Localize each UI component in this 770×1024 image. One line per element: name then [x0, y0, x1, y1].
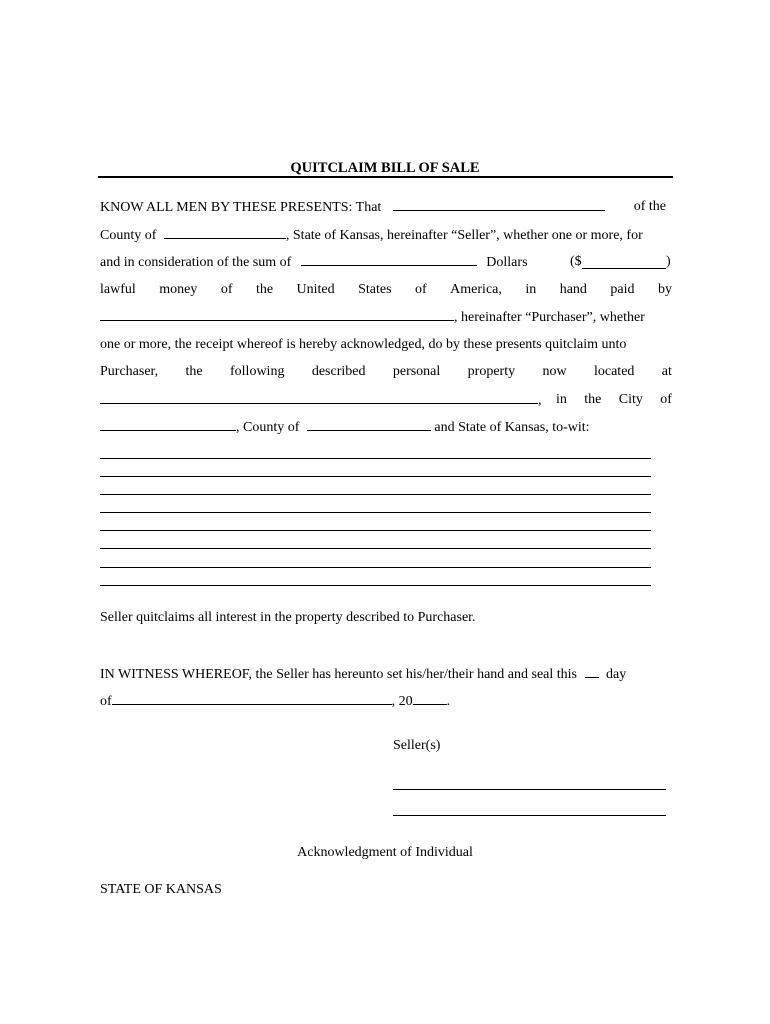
- paragraph-line-2: [100, 226, 672, 244]
- word: now: [542, 364, 567, 379]
- document-title: QUITCLAIM BILL OF SALE: [290, 160, 480, 176]
- text-county-of-2: , County of: [236, 420, 300, 435]
- word: America,: [450, 282, 502, 297]
- text-of-the: of the: [633, 199, 666, 214]
- acknowledgment-heading: Acknowledgment of Individual: [297, 845, 473, 860]
- text-twenty: , 20: [391, 694, 413, 709]
- paragraph-line-7: [100, 363, 672, 381]
- paragraph-line-1: [100, 198, 672, 216]
- property-location-field[interactable]: [100, 391, 538, 404]
- city-of-words: [556, 391, 672, 409]
- seller-signature-line[interactable]: [393, 815, 666, 816]
- word: money: [159, 282, 198, 297]
- word: City: [618, 392, 643, 407]
- text-county-of: County of: [100, 228, 157, 243]
- property-description-line[interactable]: [100, 585, 651, 586]
- seller-name-field[interactable]: [393, 198, 605, 211]
- property-description-line[interactable]: [100, 458, 651, 459]
- paragraph-line-6: [100, 336, 672, 354]
- word: of: [220, 282, 233, 297]
- word: the: [255, 282, 274, 297]
- property-description-line[interactable]: [100, 548, 651, 549]
- purchaser-name-field[interactable]: [100, 308, 454, 321]
- sellers-label: Seller(s): [393, 738, 441, 753]
- paragraph-line-3: [100, 253, 672, 271]
- text-hereinafter-purchaser: , hereinafter “Purchaser”, whether: [454, 310, 645, 325]
- title-rule: [98, 176, 673, 178]
- state-heading: STATE OF KANSAS: [100, 882, 222, 897]
- quitclaim-statement: Seller quitclaims all interest in the property described to Purchaser.: [100, 610, 476, 625]
- word: lawful: [100, 282, 136, 297]
- property-county-field[interactable]: [307, 418, 431, 431]
- consideration-words-field[interactable]: [301, 253, 477, 266]
- text-close-paren: ): [666, 254, 671, 269]
- year-field[interactable]: [413, 692, 447, 705]
- text-know-all-men: KNOW ALL MEN BY THESE PRESENTS: That: [100, 200, 382, 215]
- property-description-line[interactable]: [100, 476, 651, 477]
- text-open-paren: ($: [570, 254, 582, 269]
- word: States: [358, 282, 392, 297]
- month-field[interactable]: [112, 692, 392, 705]
- word: paid: [610, 282, 635, 297]
- seller-signature-line[interactable]: [393, 789, 666, 790]
- text-state-seller: , State of Kansas, hereinafter “Seller”, whether one or more, for: [285, 228, 643, 243]
- text-witness: IN WITNESS WHEREOF, the Seller has hereunto set his/her/their hand and seal this: [100, 667, 577, 682]
- text-state-kansas-towit: and State of Kansas, to-wit:: [434, 420, 590, 435]
- city-field[interactable]: [100, 418, 236, 431]
- word: of: [660, 392, 672, 407]
- paragraph-line-8: , in the City of: [100, 391, 672, 409]
- text-period: .: [446, 694, 451, 709]
- text-day: day: [606, 667, 627, 682]
- word: Purchaser,: [100, 364, 159, 379]
- word: personal: [392, 364, 441, 379]
- word: hand: [559, 282, 587, 297]
- seller-county-field[interactable]: [164, 226, 286, 239]
- property-description-line[interactable]: [100, 494, 651, 495]
- witness-line-2: [100, 692, 672, 710]
- word: described: [311, 364, 366, 379]
- text-dollars: Dollars: [486, 255, 528, 270]
- word: of: [415, 282, 427, 297]
- text-consideration: and in consideration of the sum of: [100, 255, 292, 270]
- word: the: [584, 392, 602, 407]
- consideration-amount-field[interactable]: [582, 256, 666, 269]
- word: in: [556, 392, 567, 407]
- day-field[interactable]: [585, 665, 599, 678]
- word: at: [661, 364, 672, 379]
- word: following: [230, 364, 285, 379]
- word: by: [657, 282, 672, 297]
- property-description-line[interactable]: [100, 567, 651, 568]
- word: the: [185, 364, 203, 379]
- witness-line-1: [100, 665, 672, 683]
- paragraph-line-9: [100, 418, 672, 436]
- word: located: [593, 364, 635, 379]
- property-description-line[interactable]: [100, 512, 651, 513]
- word: property: [467, 364, 516, 379]
- text-receipt: one or more, the receipt whereof is hereby acknowledged, do by these presents quitclaim unto: [100, 337, 627, 352]
- word: in: [525, 282, 537, 297]
- paragraph-line-5: [100, 308, 672, 326]
- property-description-line[interactable]: [100, 530, 651, 531]
- text-of: of: [100, 694, 112, 709]
- paragraph-line-4: [100, 281, 672, 299]
- word: United: [296, 282, 335, 297]
